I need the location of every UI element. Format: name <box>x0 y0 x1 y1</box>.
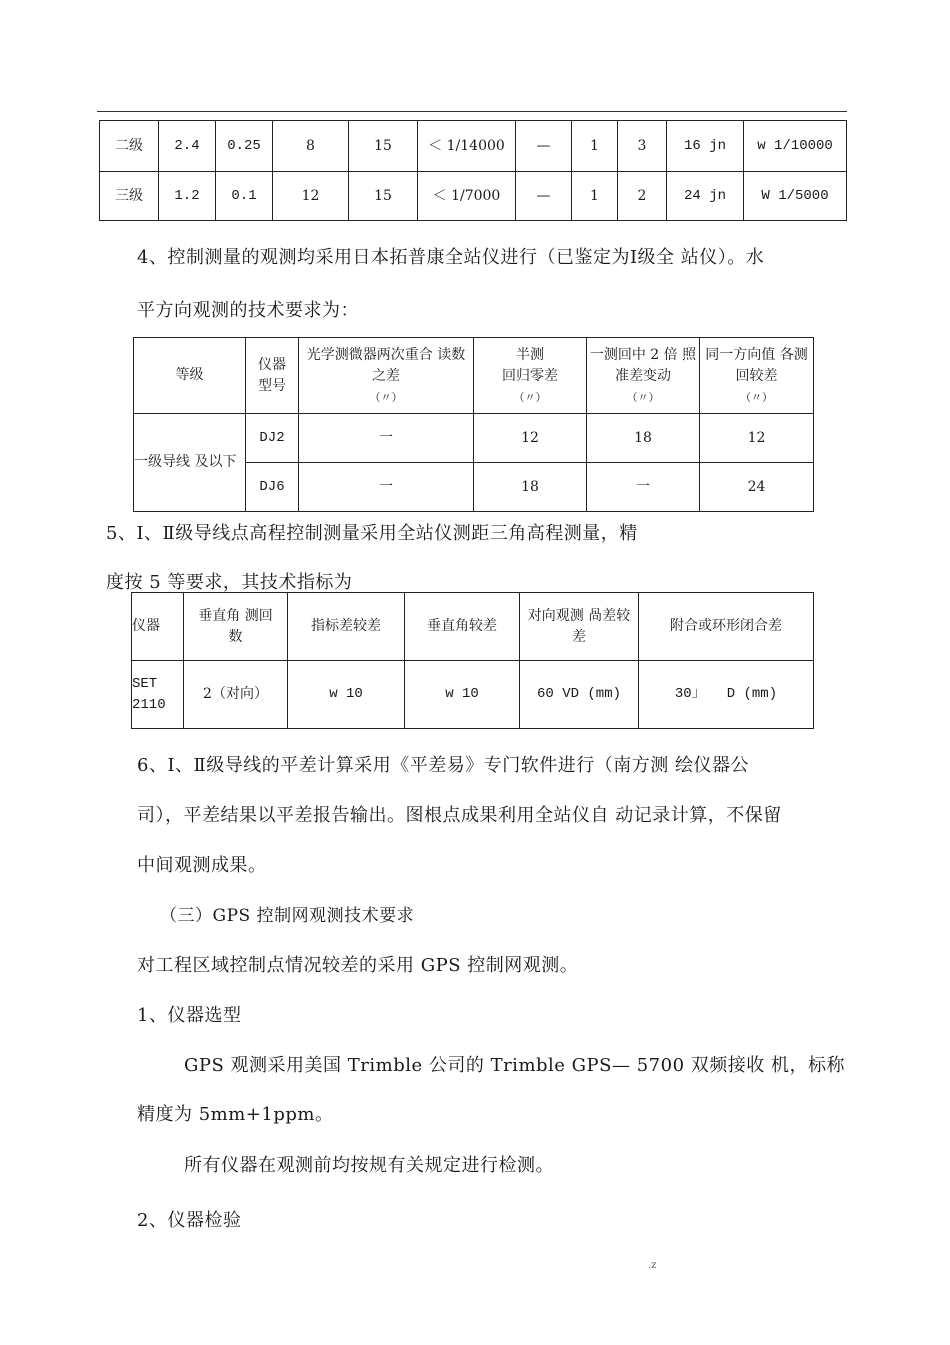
horizontal-observation-table <box>133 337 814 512</box>
table-row: DJ6 一 18 一 24 <box>134 463 814 512</box>
header-2c-variation: 一测回中 2 倍 照 准差变动 （〃） <box>587 338 700 414</box>
header-reciprocal-diff: 对向观测 咼差较 差 <box>520 593 639 661</box>
table-header-row <box>134 338 814 414</box>
item-2-heading: 2、仪器检验 <box>137 1210 242 1231</box>
header-grade: 等级 <box>134 338 246 414</box>
section-heading: （三）GPS 控制网观测技术要求 <box>160 906 415 926</box>
table-row: SET 2110 2（对向） w 10 w 10 60 VD (mm) 30」 D (mm) <box>132 661 814 729</box>
header-vertical-diff: 垂直角较差 <box>405 593 520 661</box>
header-instrument: 仪器 <box>132 593 184 661</box>
table-row: 二级 2.4 0.25 8 15 ＜ 1/14000 — 1 3 16 jn w 1/10000 <box>100 121 847 172</box>
header-vertical-rounds: 垂直角 测回 数 <box>184 593 288 661</box>
page-mark: .z <box>648 1260 657 1271</box>
accuracy-table <box>99 120 847 221</box>
paragraph-6-line-2: 司），平差结果以平差报告输出。图根点成果利用全站仪自 动记录计算，不保留 <box>137 805 782 826</box>
paragraph-4-line-2: 平方向观测的技术要求为： <box>137 300 359 321</box>
gps-intro: 对工程区域控制点情况较差的采用 GPS 控制网观测。 <box>137 955 579 976</box>
table-row: 一级导线 及以下 DJ2 一 12 18 12 <box>134 414 814 463</box>
header-half-round: 半测 回归零差 （〃） <box>474 338 587 414</box>
header-instrument: 仪器 型号 <box>246 338 299 414</box>
table-row: 三级 1.2 0.1 12 15 ＜ 1/7000 — 1 2 24 jn W 1/5000 <box>100 172 847 221</box>
paragraph-4-line-1: 4、控制测量的观测均采用日本拓普康全站仪进行（已鉴定为Ⅰ级全 站仪）。水 <box>137 247 765 268</box>
header-direction-diff: 同一方向值 各测 回较差 （〃） <box>700 338 814 414</box>
height-control-table <box>131 592 814 729</box>
header-closure: 附合或环形闭合差 <box>639 593 814 661</box>
header-micrometer: 光学测微器两次重合 读数 之差 （〃） <box>299 338 474 414</box>
header-index-diff: 指标差较差 <box>288 593 405 661</box>
gps-desc-line-1: GPS 观测采用美国 Trimble 公司的 Trimble GPS— 5700 双频接收 机，标称 <box>184 1055 845 1076</box>
check-text: 所有仪器在观测前均按规有关规定进行检测。 <box>184 1155 554 1176</box>
paragraph-5-line-1: 5、Ⅰ、Ⅱ级导线点高程控制测量采用全站仪测距三角高程测量，精 <box>106 523 638 544</box>
header-rule <box>97 111 847 112</box>
table-header-row <box>132 593 814 661</box>
paragraph-6-line-1: 6、Ⅰ、Ⅱ级导线的平差计算采用《平差易》专门软件进行（南方测 绘仪器公 <box>137 755 750 776</box>
paragraph-5-line-2: 度按 5 等要求，其技术指标为 <box>106 572 353 593</box>
gps-desc-line-2: 精度为 5mm+1ppm。 <box>137 1104 334 1125</box>
paragraph-6-line-3: 中间观测成果。 <box>137 855 267 876</box>
item-1-heading: 1、仪器选型 <box>137 1005 242 1026</box>
